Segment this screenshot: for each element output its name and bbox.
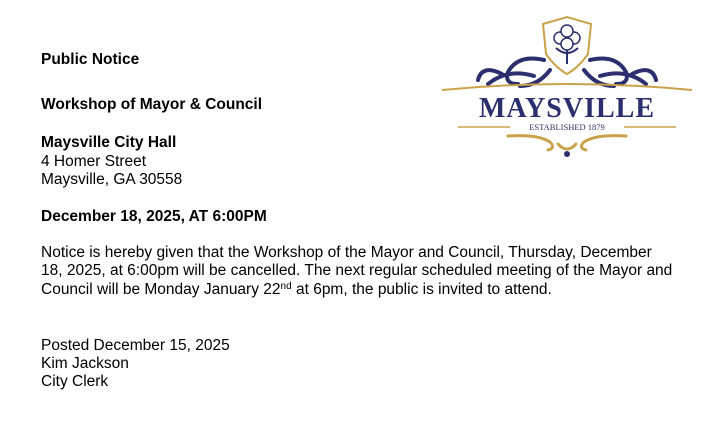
flourish-right-icon [584,59,656,87]
signer-name: Kim Jackson [41,355,129,372]
posted-date: Posted December 15, 2025 [41,337,230,354]
logo-tagline: ESTABLISHED 1879 [529,122,605,132]
ornament-dot-icon [564,151,570,157]
ordinal-suffix: nd [280,280,292,292]
notice-body-text: Notice is hereby given that the Workshop of the Mayor and Council, Thursday, December 18, 2025, at 6:00pm will be cancelled. The next regular scheduled meeting of the Mayor and Council will be Monday January 22 [41,244,673,298]
flourish-left-icon [478,59,550,87]
location-name: Maysville City Hall [41,134,177,151]
location-street: 4 Homer Street [41,153,147,170]
logo-wordmark: MAYSVILLE [478,93,656,124]
gold-swoosh-top-icon [442,84,692,90]
gold-ornament-bottom-icon [508,136,626,150]
notice-body [41,244,677,299]
logo-graphic [438,14,696,160]
meeting-title: Workshop of Mayor & Council [41,96,263,113]
signer-title: City Clerk [41,373,109,390]
meeting-date-time: December 18, 2025, AT 6:00PM [41,208,267,225]
notice-heading: Public Notice [41,51,140,68]
notice-body-text-end: at 6pm, the public is invited to attend. [291,280,552,298]
maysville-logo [438,14,696,160]
location-city: Maysville, GA 30558 [41,171,183,188]
